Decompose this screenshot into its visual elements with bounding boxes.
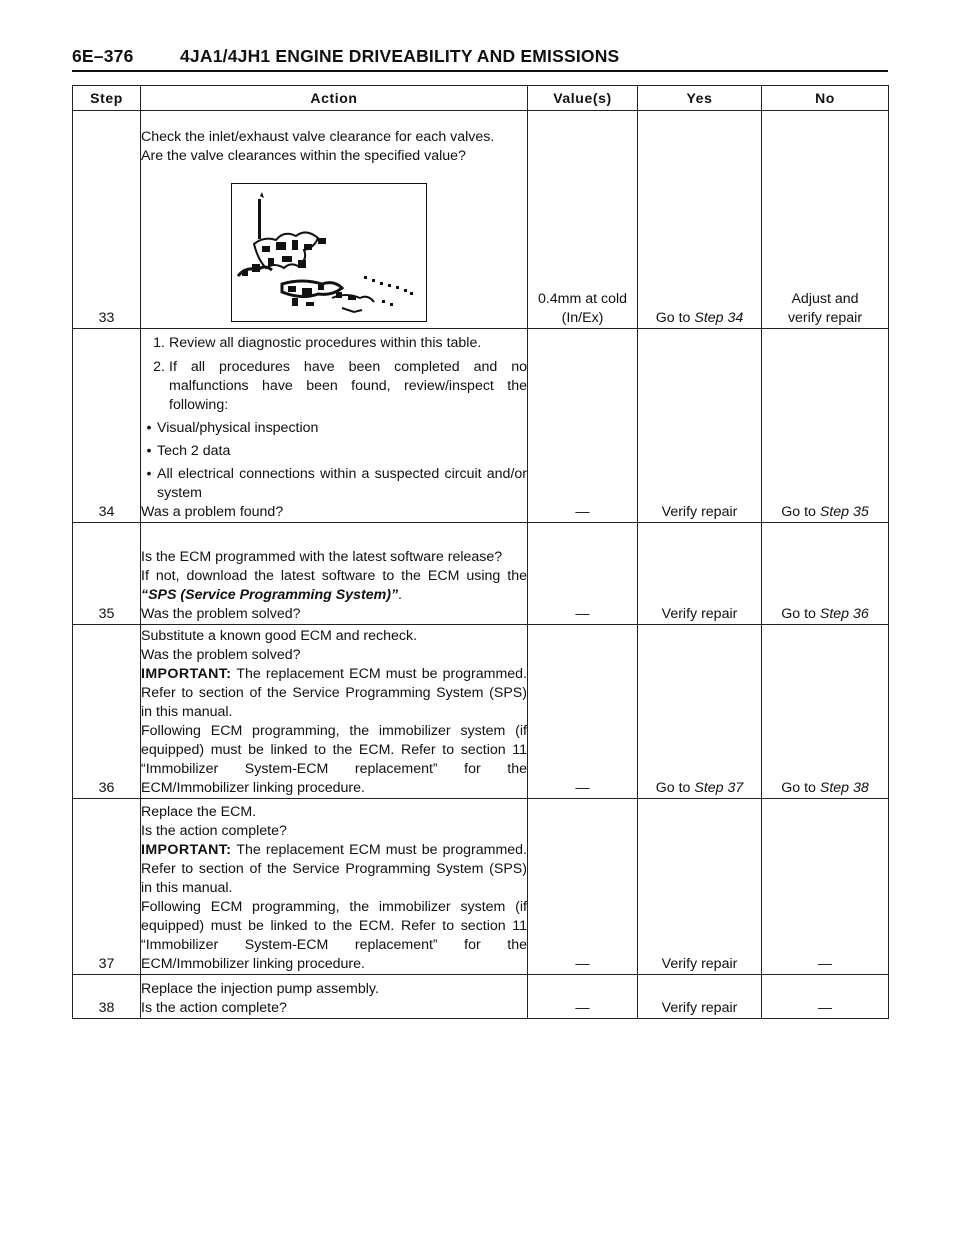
header-rule xyxy=(72,70,888,72)
following-text: Following ECM programming, the immobilizer system (if equipped) must be linked to the ECM. Refer to section 11 “Immobilizer System-ECM replacement” for the ECM/Immobilizer linking procedure. xyxy=(141,723,527,796)
action-cell xyxy=(141,523,528,625)
bullet-item xyxy=(141,419,527,438)
action-text: Substitute a known good ECM and recheck. xyxy=(141,628,418,644)
valve-clearance-illustration-icon xyxy=(232,184,426,321)
no-cell xyxy=(762,625,889,799)
valve-clearance-illustration xyxy=(231,183,427,322)
no-step-link[interactable]: Step 38 xyxy=(819,780,869,796)
table-row-step-34 xyxy=(73,329,889,523)
value-text: 0.4mm at cold xyxy=(537,291,628,307)
no-cell: — xyxy=(762,975,889,1019)
yes-cell xyxy=(638,111,762,329)
no-cell xyxy=(762,111,889,329)
no-step-link[interactable]: Step 35 xyxy=(819,504,869,520)
bullet-icon: • xyxy=(146,420,152,436)
table-row-step-35 xyxy=(73,523,889,625)
action-question: Was the problem solved? xyxy=(141,606,301,622)
step-number: 35 xyxy=(73,523,141,625)
list-text: If all procedures have been completed and no malfunctions have been found, review/inspect the following: xyxy=(169,359,527,413)
yes-step-link[interactable]: Step 37 xyxy=(694,780,744,796)
action-question: Was the problem solved? xyxy=(141,647,301,663)
value-cell: — xyxy=(528,799,638,975)
yes-cell: Verify repair xyxy=(638,329,762,523)
step-number: 34 xyxy=(73,329,141,523)
action-cell xyxy=(141,111,528,329)
value-text: (In/Ex) xyxy=(561,310,604,326)
step-number: 33 xyxy=(73,111,141,329)
page-title: 4JA1/4JH1 ENGINE DRIVEABILITY AND EMISSIONS xyxy=(180,46,620,66)
diagnostic-table xyxy=(72,85,889,1019)
action-question: Was a problem found? xyxy=(141,504,284,520)
table-row-step-33 xyxy=(73,111,889,329)
value-cell xyxy=(528,111,638,329)
list-number: 2. xyxy=(153,359,165,375)
no-text: verify repair xyxy=(787,310,863,326)
yes-text: Go to xyxy=(655,310,691,326)
column-header-yes: Yes xyxy=(638,86,762,111)
yes-text: Go to xyxy=(655,780,691,796)
no-cell xyxy=(762,329,889,523)
step-number: 36 xyxy=(73,625,141,799)
yes-cell: Verify repair xyxy=(638,975,762,1019)
action-text: Is the ECM programmed with the latest software release? xyxy=(141,549,503,565)
list-number: 1. xyxy=(153,335,165,351)
action-cell xyxy=(141,975,528,1019)
action-text: Replace the ECM. xyxy=(141,804,257,820)
bullet-icon: • xyxy=(146,466,152,482)
no-cell xyxy=(762,523,889,625)
yes-cell: Verify repair xyxy=(638,799,762,975)
step-number: 38 xyxy=(73,975,141,1019)
no-text: Go to xyxy=(781,780,816,796)
action-question: Are the valve clearances within the specified value? xyxy=(141,148,466,164)
important-label: IMPORTANT: xyxy=(141,842,232,858)
important-label: IMPORTANT: xyxy=(141,666,232,682)
important-note xyxy=(141,841,527,898)
yes-cell: Verify repair xyxy=(638,523,762,625)
no-text: Go to xyxy=(781,504,816,520)
following-text: Following ECM programming, the immobilizer system (if equipped) must be linked to the ECM. Refer to section 11 “Immobilizer System-ECM replacement” for the ECM/Immobilizer linking procedure. xyxy=(141,899,527,972)
step-number: 37 xyxy=(73,799,141,975)
bullet-item xyxy=(141,465,527,503)
no-cell: — xyxy=(762,799,889,975)
action-text-prefix: If not, download the latest software to the ECM using the xyxy=(141,568,527,584)
bullet-icon: • xyxy=(146,443,152,459)
table-header-row xyxy=(73,86,889,111)
column-header-values: Value(s) xyxy=(528,86,638,111)
list-item xyxy=(141,358,527,415)
bullet-text: All electrical connections within a suspected circuit and/or system xyxy=(157,466,527,501)
action-cell xyxy=(141,329,528,523)
no-text: Go to xyxy=(781,606,816,622)
important-text: The replacement ECM must be programmed. Refer to section of the Service Programming System (SPS) in this manual. xyxy=(141,666,527,720)
bullet-text: Tech 2 data xyxy=(157,443,231,459)
page-number: 6E–376 xyxy=(72,46,134,66)
list-item xyxy=(141,334,527,353)
action-question: Is the action complete? xyxy=(141,1000,287,1016)
list-text: Review all diagnostic procedures within this table. xyxy=(169,335,482,351)
yes-step-link[interactable]: Step 34 xyxy=(694,310,744,326)
page-header xyxy=(72,46,887,67)
column-header-action: Action xyxy=(141,86,528,111)
table-row-step-38 xyxy=(73,975,889,1019)
column-header-no: No xyxy=(762,86,889,111)
bullet-text: Visual/physical inspection xyxy=(157,420,319,436)
no-text: Adjust and xyxy=(791,291,859,307)
value-cell: — xyxy=(528,329,638,523)
action-question: Is the action complete? xyxy=(141,823,287,839)
yes-cell xyxy=(638,625,762,799)
important-text: The replacement ECM must be programmed. Refer to section of the Service Programming System (SPS) in this manual. xyxy=(141,842,527,896)
important-note xyxy=(141,665,527,722)
value-cell: — xyxy=(528,625,638,799)
table-row-step-37 xyxy=(73,799,889,975)
table-row-step-36 xyxy=(73,625,889,799)
bullet-item xyxy=(141,442,527,461)
action-text: Replace the injection pump assembly. xyxy=(141,981,379,997)
column-header-step: Step xyxy=(73,86,141,111)
sps-reference: “SPS (Service Programming System)” xyxy=(141,587,399,603)
action-cell xyxy=(141,625,528,799)
action-text-suffix: . xyxy=(398,587,402,603)
action-cell xyxy=(141,799,528,975)
value-cell: — xyxy=(528,975,638,1019)
value-cell: — xyxy=(528,523,638,625)
action-text: Check the inlet/exhaust valve clearance for each valves. xyxy=(141,129,495,145)
action-text xyxy=(141,567,527,605)
no-step-link[interactable]: Step 36 xyxy=(819,606,869,622)
